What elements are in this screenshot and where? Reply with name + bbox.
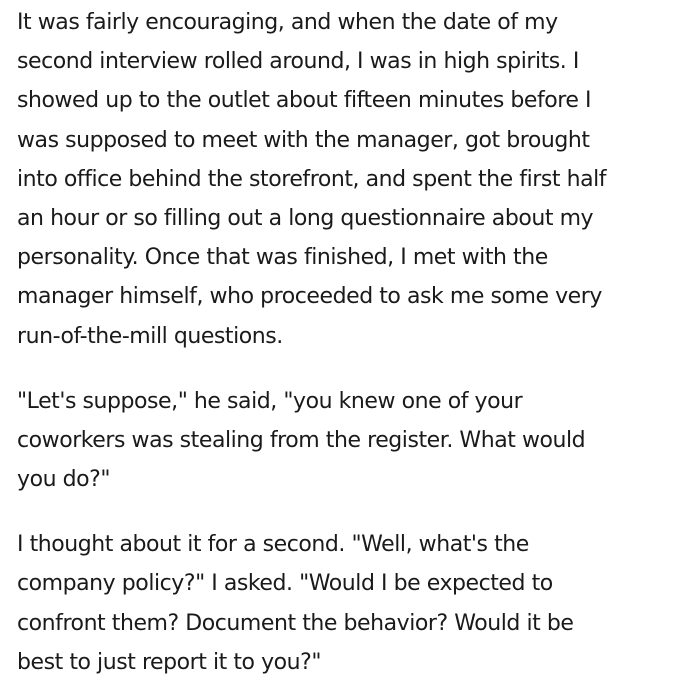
text-line: was supposed to meet with the manager, got brought	[17, 127, 590, 153]
text-line: company policy?" I asked. "Would I be expected to	[17, 571, 553, 597]
text-line: confront them? Document the behavior? Would it be	[17, 610, 574, 636]
text-line: run-of-the-mill questions.	[17, 323, 283, 349]
text-line: into office behind the storefront, and spent the first half	[17, 166, 607, 192]
paragraph-manager-question	[17, 382, 700, 500]
text-line: second interview rolled around, I was in high spirits. I	[17, 49, 579, 75]
text-line: coworkers was stealing from the register. What would	[17, 427, 586, 453]
text-line: you do?"	[17, 467, 111, 493]
text-line: best to just report it to you?"	[17, 649, 322, 675]
text-line: an hour or so filling out a long questionnaire about my	[17, 205, 594, 231]
paragraph-my-answer	[17, 525, 700, 682]
text-line: manager himself, who proceeded to ask me some very	[17, 284, 602, 310]
text-line: "Let's suppose," he said, "you knew one of your	[17, 388, 523, 414]
paragraph-second-interview	[17, 3, 700, 356]
text-line: personality. Once that was finished, I met with the	[17, 245, 548, 271]
text-line: I thought about it for a second. "Well, what's the	[17, 532, 529, 558]
text-line: showed up to the outlet about fifteen minutes before I	[17, 88, 592, 114]
text-line: It was fairly encouraging, and when the date of my	[17, 10, 558, 35]
